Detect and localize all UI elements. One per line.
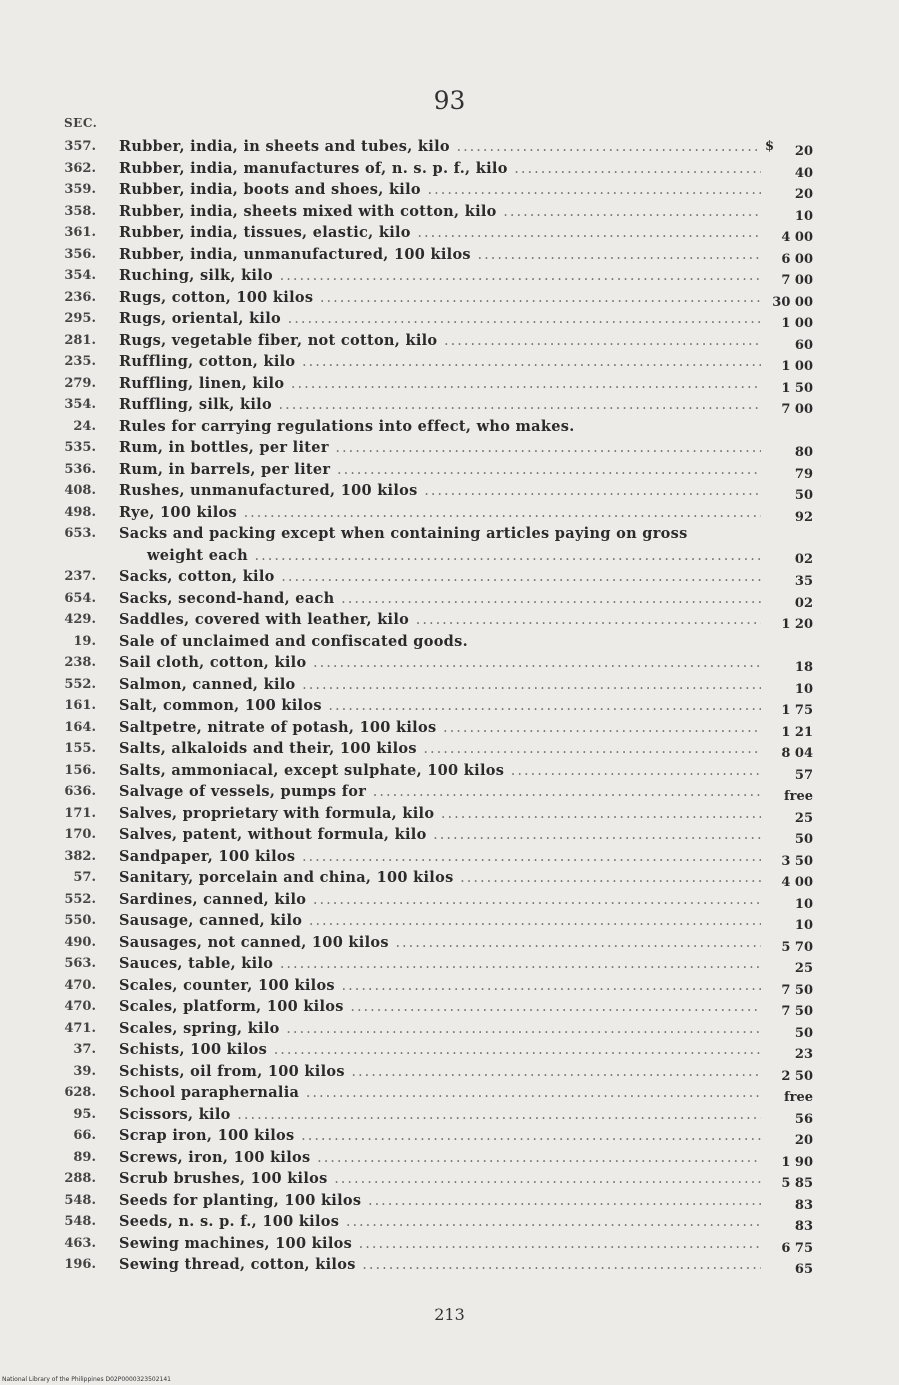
- tariff-entry-row: [0, 695, 899, 717]
- entry-description: Scrub brushes, 100 kilos .....: [119, 1168, 761, 1191]
- tariff-entry-row: [0, 136, 899, 158]
- duty-value: 50: [794, 832, 813, 847]
- section-number: 548.: [64, 1192, 96, 1208]
- duty-value: 57: [794, 767, 813, 783]
- section-number: 408.: [64, 483, 96, 498]
- section-number: 536.: [64, 461, 96, 477]
- duty-value: 5 70: [781, 939, 813, 955]
- duty-value: 1 00: [781, 316, 813, 331]
- entry-description: Ruffling, cotton, kilo .....: [119, 351, 761, 374]
- duty-value: 56: [794, 1111, 813, 1127]
- entry-description: Schists, oil from, 100 kilos .....: [119, 1061, 761, 1084]
- entry-description: Rubber, india, sheets mixed with cotton, kilo .....: [119, 201, 761, 224]
- tariff-entry-row: [0, 330, 899, 352]
- entry-description-line2: weight each .....: [119, 545, 761, 567]
- entry-description: Rugs, vegetable fiber, not cotton, kilo .....: [119, 330, 761, 353]
- duty-value: free: [784, 1090, 813, 1105]
- duty-value: 6 00: [781, 251, 813, 267]
- tariff-entry-row: [0, 1147, 899, 1169]
- duty-value: 83: [794, 1219, 813, 1234]
- duty-value: 50: [794, 1025, 813, 1041]
- tariff-entry-row: [0, 416, 899, 438]
- section-number: 235.: [64, 354, 96, 369]
- duty-value: 6 75: [781, 1240, 813, 1256]
- section-number: 361.: [64, 225, 96, 240]
- entry-description: Schists, 100 kilos .....: [119, 1039, 761, 1062]
- entry-description: Saddles, covered with leather, kilo .....: [119, 609, 761, 632]
- entry-description: Sausage, canned, kilo .....: [119, 910, 761, 933]
- duty-value: 25: [794, 961, 813, 976]
- duty-value: 10: [794, 896, 813, 912]
- tariff-entry-row: [0, 373, 899, 395]
- entry-description: Sanitary, porcelain and china, 100 kilos .....: [119, 867, 761, 890]
- entry-description: Scales, counter, 100 kilos .....: [119, 975, 761, 998]
- tariff-entry-row: [0, 459, 899, 481]
- section-column-header: SEC.: [64, 116, 98, 130]
- dollar-sign: $: [765, 139, 775, 154]
- tariff-entry-row: [0, 287, 899, 309]
- entry-description: Salts, alkaloids and their, 100 kilos .....: [119, 738, 761, 761]
- entry-description: Scales, platform, 100 kilos .....: [119, 996, 761, 1019]
- section-number: 196.: [64, 1257, 96, 1272]
- entry-description: Rules for carrying regulations into effect, who makes.: [119, 417, 575, 435]
- tariff-entry-row: [0, 846, 899, 868]
- tariff-entry-row: [0, 394, 899, 416]
- section-number: 171.: [64, 805, 96, 821]
- section-number: 470.: [64, 999, 96, 1014]
- duty-value: 80: [794, 445, 813, 460]
- tariff-entry-row: [0, 738, 899, 760]
- section-number: 354.: [64, 397, 96, 412]
- entry-description: Rugs, cotton, 100 kilos .....: [119, 287, 761, 310]
- entry-description: Sewing machines, 100 kilos .....: [119, 1233, 761, 1256]
- tariff-entry-row: [0, 566, 899, 588]
- section-number: 39.: [73, 1063, 96, 1079]
- tariff-entry-row: [0, 308, 899, 330]
- entry-description: Salt, common, 100 kilos .....: [119, 695, 761, 718]
- duty-value: 40: [794, 165, 813, 181]
- entry-description: Rubber, india, tissues, elastic, kilo .....: [119, 222, 761, 245]
- section-number: 19.: [73, 633, 96, 649]
- section-number: 164.: [64, 719, 96, 735]
- entry-description: Sail cloth, cotton, kilo .....: [119, 652, 761, 675]
- duty-value: 1 20: [781, 617, 813, 632]
- section-number: 354.: [64, 268, 96, 283]
- section-number: 358.: [64, 203, 96, 219]
- entry-description: Salts, ammoniacal, except sulphate, 100 kilos .....: [119, 760, 761, 783]
- duty-value: 10: [794, 681, 813, 697]
- section-number: 281.: [64, 332, 96, 348]
- tariff-entry-row: [0, 1125, 899, 1147]
- entry-description: Ruching, silk, kilo .....: [119, 265, 761, 288]
- tariff-entry-row: [0, 222, 899, 244]
- entry-description: Rubber, india, manufactures of, n. s. p. f., kilo .....: [119, 158, 761, 181]
- duty-value: 02: [794, 595, 813, 611]
- entry-description: Rubber, india, unmanufactured, 100 kilos .....: [119, 244, 761, 267]
- duty-value: 7 50: [781, 1004, 813, 1019]
- entry-description: Rushes, unmanufactured, 100 kilos .....: [119, 480, 761, 503]
- section-number: 95.: [73, 1106, 96, 1122]
- section-number: 57.: [73, 870, 96, 885]
- tariff-entry-row: [0, 867, 899, 889]
- entry-description: Sandpaper, 100 kilos .....: [119, 846, 761, 869]
- entry-description: Rugs, oriental, kilo .....: [119, 308, 761, 331]
- entry-description: Screws, iron, 100 kilos .....: [119, 1147, 761, 1170]
- entry-description: Sauces, table, kilo .....: [119, 953, 761, 976]
- tariff-entry-row: [0, 502, 899, 524]
- tariff-entry-row: [0, 910, 899, 932]
- entry-description: Salves, proprietary with formula, kilo .....: [119, 803, 761, 826]
- duty-value: 35: [794, 574, 813, 589]
- tariff-entry-row: [0, 932, 899, 954]
- section-number: 359.: [64, 182, 96, 197]
- tariff-entry-row: [0, 179, 899, 201]
- duty-value: 1 00: [781, 359, 813, 374]
- duty-value: 3 50: [781, 853, 813, 869]
- section-number: 288.: [64, 1171, 96, 1186]
- duty-value: 7 00: [781, 273, 813, 288]
- tariff-entry-row: [0, 1168, 899, 1190]
- entry-description: Saltpetre, nitrate of potash, 100 kilos .....: [119, 717, 761, 740]
- section-number: 535.: [64, 440, 96, 455]
- duty-value: 83: [794, 1197, 813, 1213]
- duty-value: 1 21: [781, 724, 813, 740]
- section-number: 156.: [64, 762, 96, 778]
- entry-description: Rubber, india, in sheets and tubes, kilo .....: [119, 136, 761, 159]
- section-number: 552.: [64, 891, 96, 907]
- section-number: 237.: [64, 569, 96, 584]
- tariff-entry-row: [0, 244, 899, 266]
- page-number: 93: [433, 86, 466, 115]
- duty-value: 1 75: [781, 703, 813, 718]
- section-number: 628.: [64, 1085, 96, 1100]
- duty-value: 8 04: [781, 746, 813, 761]
- entry-description: [119, 523, 761, 566]
- tariff-entry-row: [0, 1104, 899, 1126]
- duty-value: 23: [794, 1047, 813, 1062]
- duty-value: 25: [794, 810, 813, 826]
- section-number: 357.: [64, 139, 96, 154]
- section-number: 89.: [73, 1149, 96, 1165]
- section-number: 295.: [64, 311, 96, 326]
- section-number: 563.: [64, 956, 96, 971]
- tariff-entry-row: [0, 1211, 899, 1233]
- entry-description: Salmon, canned, kilo .....: [119, 674, 761, 697]
- tariff-entry-row: [0, 803, 899, 825]
- entry-description: Sausages, not canned, 100 kilos .....: [119, 932, 761, 955]
- entry-description: Seeds, n. s. p. f., 100 kilos .....: [119, 1211, 761, 1234]
- entry-description: Seeds for planting, 100 kilos .....: [119, 1190, 761, 1213]
- duty-value: 30 00: [772, 294, 813, 310]
- tariff-entry-row: [0, 953, 899, 975]
- tariff-entry-row: [0, 201, 899, 223]
- footer-page-number: 213: [434, 1305, 465, 1324]
- tariff-entry-row: [0, 437, 899, 459]
- section-number: 548.: [64, 1214, 96, 1229]
- section-number: 550.: [64, 913, 96, 928]
- tariff-entry-row: [0, 717, 899, 739]
- section-number: 279.: [64, 375, 96, 391]
- tariff-entry-row: [0, 781, 899, 803]
- tariff-entry-row: [0, 351, 899, 373]
- tariff-entry-row: [0, 158, 899, 180]
- tariff-entry-row: [0, 265, 899, 287]
- duty-value: 2 50: [781, 1068, 813, 1084]
- entry-description: Scales, spring, kilo .....: [119, 1018, 761, 1041]
- section-number: 24.: [73, 418, 96, 434]
- section-number: 356.: [64, 246, 96, 262]
- entry-description: Rum, in barrels, per liter .....: [119, 459, 761, 482]
- tariff-entry-row: [0, 1061, 899, 1083]
- tariff-entry-row: [0, 1233, 899, 1255]
- section-number: 498.: [64, 504, 96, 520]
- entry-description: Rum, in bottles, per liter .....: [119, 437, 761, 460]
- tariff-entry-row: [0, 674, 899, 696]
- entry-description: Sardines, canned, kilo .....: [119, 889, 761, 912]
- entry-description: Sale of unclaimed and confiscated goods.: [119, 632, 468, 650]
- tariff-entry-row: [0, 975, 899, 997]
- section-number: 636.: [64, 784, 96, 799]
- entry-description: Salvage of vessels, pumps for .....: [119, 781, 761, 804]
- duty-value: 60: [794, 337, 813, 353]
- duty-value: 65: [794, 1262, 813, 1277]
- tariff-entry-row: [0, 824, 899, 846]
- section-number: 552.: [64, 676, 96, 692]
- entry-description: Sewing thread, cotton, kilos .....: [119, 1254, 761, 1277]
- entry-description: Ruffling, linen, kilo .....: [119, 373, 761, 396]
- tariff-entry-row: [0, 889, 899, 911]
- library-credit: National Library of the Philippines D02P0000323502141: [2, 1376, 171, 1383]
- entry-description: Ruffling, silk, kilo .....: [119, 394, 761, 417]
- duty-value: 1 50: [781, 380, 813, 396]
- section-number: 463.: [64, 1235, 96, 1251]
- duty-value: 02: [794, 552, 813, 567]
- entry-description: Rubber, india, boots and shoes, kilo .....: [119, 179, 761, 202]
- duty-value: 20: [794, 1133, 813, 1148]
- section-number: 471.: [64, 1020, 96, 1036]
- duty-value: 20: [794, 187, 813, 202]
- section-number: 236.: [64, 289, 96, 305]
- tariff-entry-row: [0, 1039, 899, 1061]
- section-number: 362.: [64, 160, 96, 176]
- entry-description: Sacks, second-hand, each .....: [119, 588, 761, 611]
- duty-value: free: [784, 789, 813, 804]
- tariff-entry-row: [0, 1018, 899, 1040]
- duty-value: 10: [794, 918, 813, 933]
- tariff-entry-row: [0, 652, 899, 674]
- section-number: 654.: [64, 590, 96, 606]
- section-number: 161.: [64, 698, 96, 713]
- duty-value: 79: [794, 466, 813, 482]
- duty-value: 5 85: [781, 1176, 813, 1191]
- tariff-entry-row: [0, 588, 899, 610]
- duty-value: 20: [794, 144, 813, 159]
- section-number: 37.: [73, 1042, 96, 1057]
- section-number: 470.: [64, 977, 96, 993]
- duty-value: 1 90: [781, 1154, 813, 1170]
- entry-description-line1: Sacks and packing except when containing articles paying on gross: [119, 525, 688, 542]
- tariff-entry-row: [0, 609, 899, 631]
- tariff-entry-list: [0, 136, 899, 1276]
- section-number: 490.: [64, 934, 96, 950]
- duty-value: 50: [794, 488, 813, 503]
- tariff-entry-row: [0, 523, 899, 566]
- section-number: 155.: [64, 741, 96, 756]
- tariff-entry-row: [0, 1254, 899, 1276]
- tariff-entry-row: [0, 996, 899, 1018]
- section-number: 170.: [64, 827, 96, 842]
- entry-description: Scrap iron, 100 kilos .....: [119, 1125, 761, 1148]
- duty-value: 4 00: [781, 230, 813, 245]
- section-number: 66.: [73, 1128, 96, 1143]
- entry-description: Scissors, kilo .....: [119, 1104, 761, 1127]
- duty-value: 92: [794, 509, 813, 525]
- duty-value: 10: [794, 208, 813, 224]
- entry-description: Sacks, cotton, kilo .....: [119, 566, 761, 589]
- entry-description: Rye, 100 kilos .....: [119, 502, 761, 525]
- entry-description: Salves, patent, without formula, kilo .....: [119, 824, 761, 847]
- duty-value: 7 50: [781, 982, 813, 998]
- tariff-entry-row: [0, 1082, 899, 1104]
- section-number: 382.: [64, 848, 96, 864]
- duty-value: 4 00: [781, 875, 813, 890]
- duty-value: 7 00: [781, 402, 813, 417]
- section-number: 653.: [64, 526, 96, 541]
- duty-value: 18: [794, 660, 813, 675]
- entry-description: School paraphernalia .....: [119, 1082, 761, 1105]
- tariff-entry-row: [0, 480, 899, 502]
- section-number: 429.: [64, 612, 96, 627]
- section-number: 238.: [64, 655, 96, 670]
- tariff-entry-row: [0, 631, 899, 653]
- tariff-entry-row: [0, 760, 899, 782]
- tariff-entry-row: [0, 1190, 899, 1212]
